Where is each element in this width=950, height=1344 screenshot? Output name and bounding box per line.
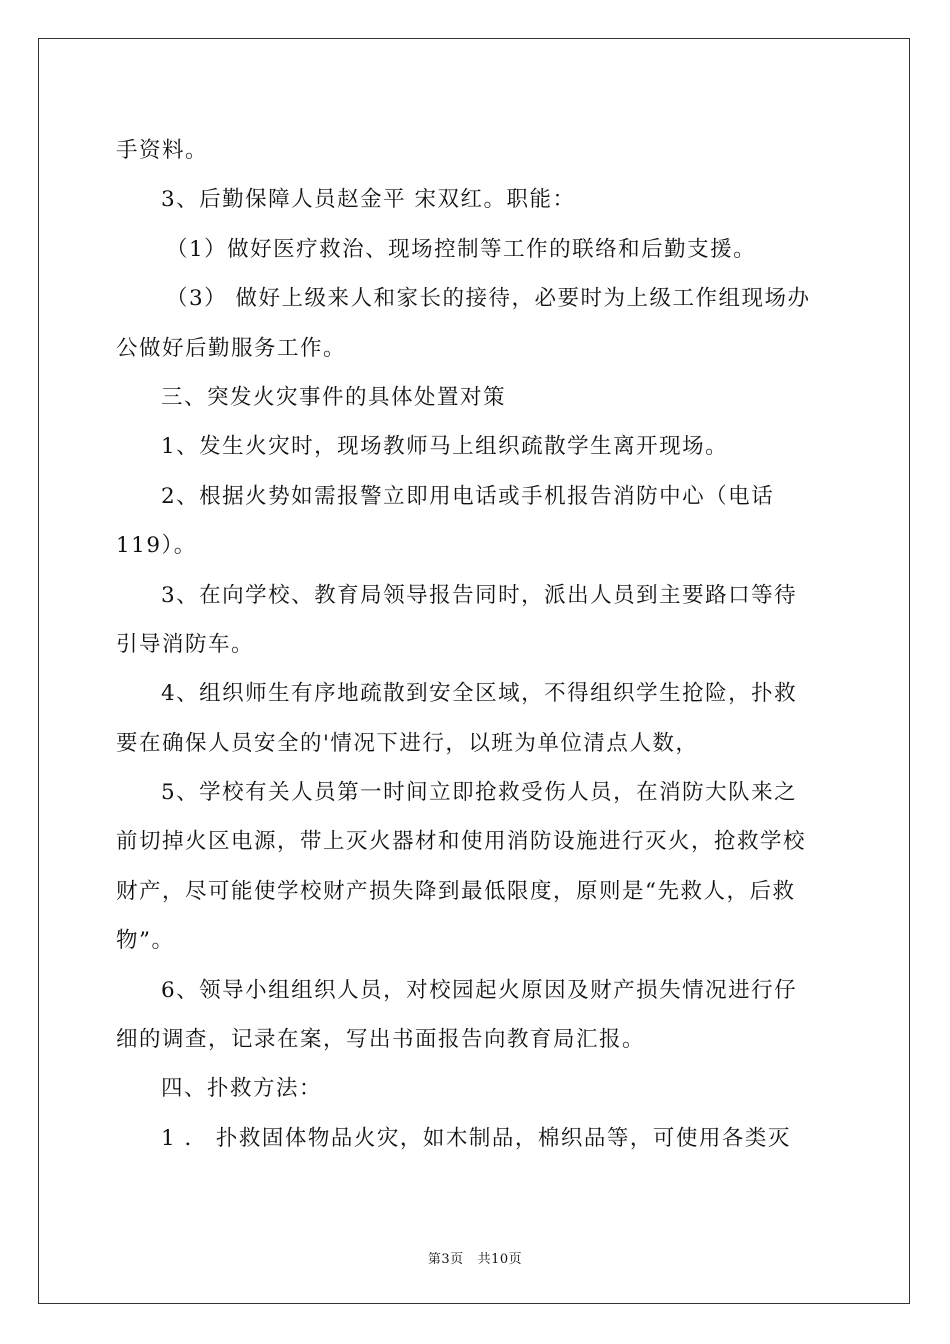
paragraph-line: （3） 做好上级来人和家长的接待，必要时为上级工作组现场办 (166, 286, 811, 312)
paragraph-line: 1 ． 扑救固体物品火灾，如木制品，棉织品等，可使用各类灭 (161, 1125, 791, 1151)
paragraph-line: 119）。 (116, 533, 197, 559)
paragraph-line: 1、发生火灾时，现场教师马上组织疏散学生离开现场。 (161, 434, 729, 460)
paragraph-line: 4、组织师生有序地疏散到安全区域，不得组织学生抢险，扑救 (161, 681, 798, 707)
paragraph-line: 引导消防车。 (116, 631, 255, 657)
section-heading: 三、突发火灾事件的具体处置对策 (161, 384, 507, 410)
paragraph-line: 财产，尽可能使学校财产损失降到最低限度，原则是“先救人，后救 (116, 878, 796, 904)
page-total: 共10页 (477, 1252, 523, 1267)
paragraph-line: 3、后勤保障人员赵金平 宋双红。职能： (161, 187, 576, 213)
section-heading: 四、扑救方法： (161, 1076, 323, 1102)
page-footer (0, 1248, 950, 1267)
paragraph-line: 前切掉火区电源，带上灭火器材和使用消防设施进行灭火，抢救学校 (116, 829, 807, 855)
paragraph-line: 5、学校有关人员第一时间立即抢救受伤人员，在消防大队来之 (161, 780, 798, 806)
document-body (116, 126, 836, 1163)
paragraph-line: 3、在向学校、教育局领导报告同时，派出人员到主要路口等待 (161, 582, 798, 608)
paragraph-line: 细的调查，记录在案，写出书面报告向教育局汇报。 (116, 1027, 646, 1053)
paragraph-line: （1）做好医疗救治、现场控制等工作的联络和后勤支援。 (166, 236, 757, 262)
paragraph-line: 6、领导小组组织人员，对校园起火原因及财产损失情况进行仔 (161, 977, 798, 1003)
paragraph-line: 手资料。 (116, 138, 209, 163)
page-number: 第3页 (427, 1252, 464, 1267)
paragraph-line: 2、根据火势如需报警立即用电话或手机报告消防中心（电话 (161, 483, 775, 509)
paragraph-line: 物”。 (116, 928, 175, 954)
paragraph-line: 要在确保人员安全的'情况下进行，以班为单位清点人数， (116, 730, 699, 756)
paragraph-line: 公做好后勤服务工作。 (116, 335, 347, 361)
